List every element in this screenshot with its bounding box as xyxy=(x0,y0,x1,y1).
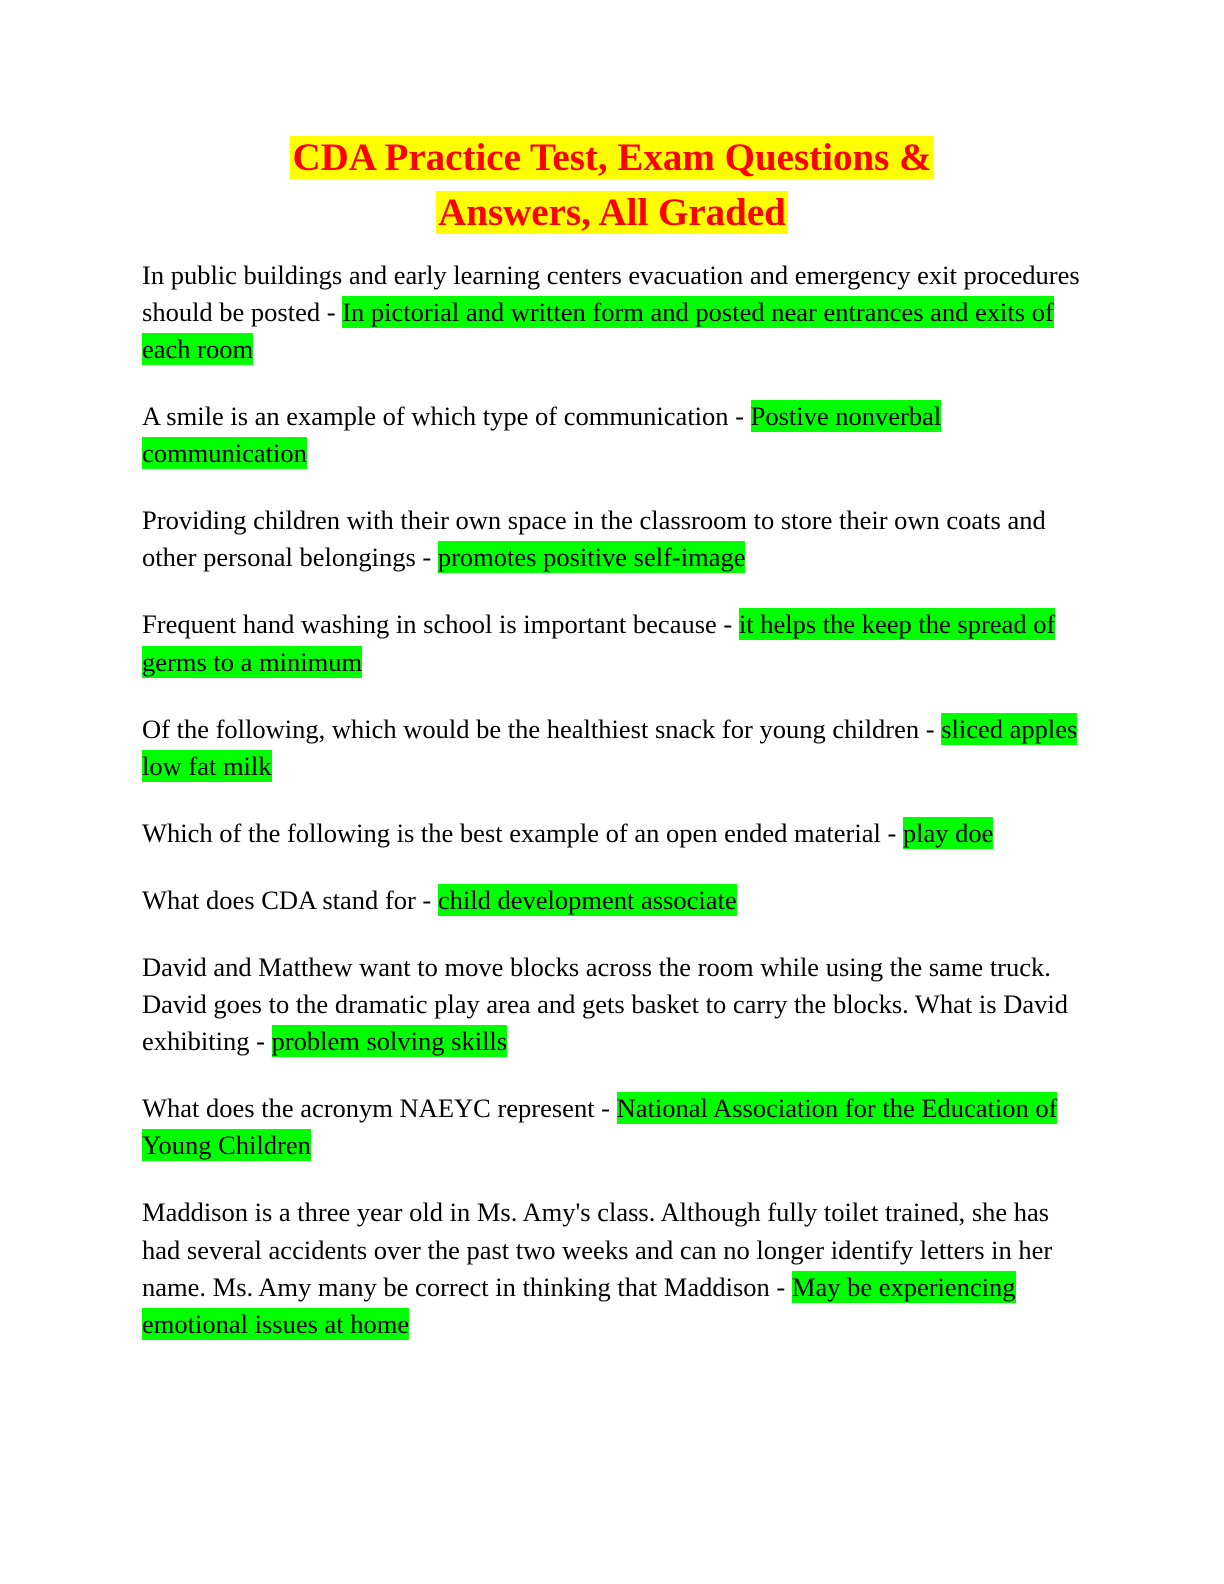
answer-highlight: play doe xyxy=(902,817,994,848)
document-content xyxy=(142,130,1082,1343)
question-text: Providing children with their own space in the classroom to store their own coats and other personal belongings - xyxy=(142,505,1046,573)
answer-highlight: Postive nonverbal communication xyxy=(142,401,942,469)
qa-item xyxy=(142,711,1082,785)
answer-highlight: problem solving skills xyxy=(271,1026,508,1057)
page-title xyxy=(142,130,1082,241)
qa-item xyxy=(142,1090,1082,1164)
answer-highlight: May be experiencing emotional issues at home xyxy=(142,1271,1016,1339)
question-text: In public buildings and early learning centers evacuation and emergency exit procedures should be posted - xyxy=(142,259,1080,327)
answer-highlight: it helps the keep the spread of germs to a minimum xyxy=(142,609,1056,677)
answer-highlight: promotes positive self-image xyxy=(437,542,746,573)
qa-item xyxy=(142,257,1082,368)
question-text: Which of the following is the best example of an open ended material - xyxy=(142,817,903,848)
qa-item xyxy=(142,606,1082,680)
answer-highlight: child development associate xyxy=(437,884,737,915)
question-text: What does the acronym NAEYC represent - xyxy=(142,1093,617,1124)
qa-item xyxy=(142,815,1082,852)
page-title-line-2: Answers, All Graded xyxy=(438,191,786,235)
question-text: David and Matthew want to move blocks across the room while using the same truck. David goes to the dramatic play area and gets basket to carry the blocks. What is David exhibiting - xyxy=(142,951,1068,1057)
answer-highlight: National Association for the Education of Young Children xyxy=(142,1093,1058,1161)
question-text: A smile is an example of which type of communication - xyxy=(142,401,751,432)
question-text: What does CDA stand for - xyxy=(142,884,438,915)
question-text: Maddison is a three year old in Ms. Amy's class. Although fully toilet trained, she has had several accidents over the past two weeks and can no longer identify letters in her name. Ms. Amy many be correct in thinking that Maddison - xyxy=(142,1197,1053,1302)
question-text: Frequent hand washing in school is important because - xyxy=(142,609,739,640)
qa-item xyxy=(142,949,1082,1060)
qa-item xyxy=(142,398,1082,472)
page-title-line-1: CDA Practice Test, Exam Questions & xyxy=(292,136,932,179)
qa-item xyxy=(142,502,1082,576)
answer-highlight: sliced apples low fat milk xyxy=(142,713,1078,781)
question-text: Of the following, which would be the healthiest snack for young children - xyxy=(142,713,942,744)
qa-item xyxy=(142,882,1082,919)
qa-item xyxy=(142,1194,1082,1342)
answer-highlight: In pictorial and written form and posted near entrances and exits of each room xyxy=(142,296,1054,364)
